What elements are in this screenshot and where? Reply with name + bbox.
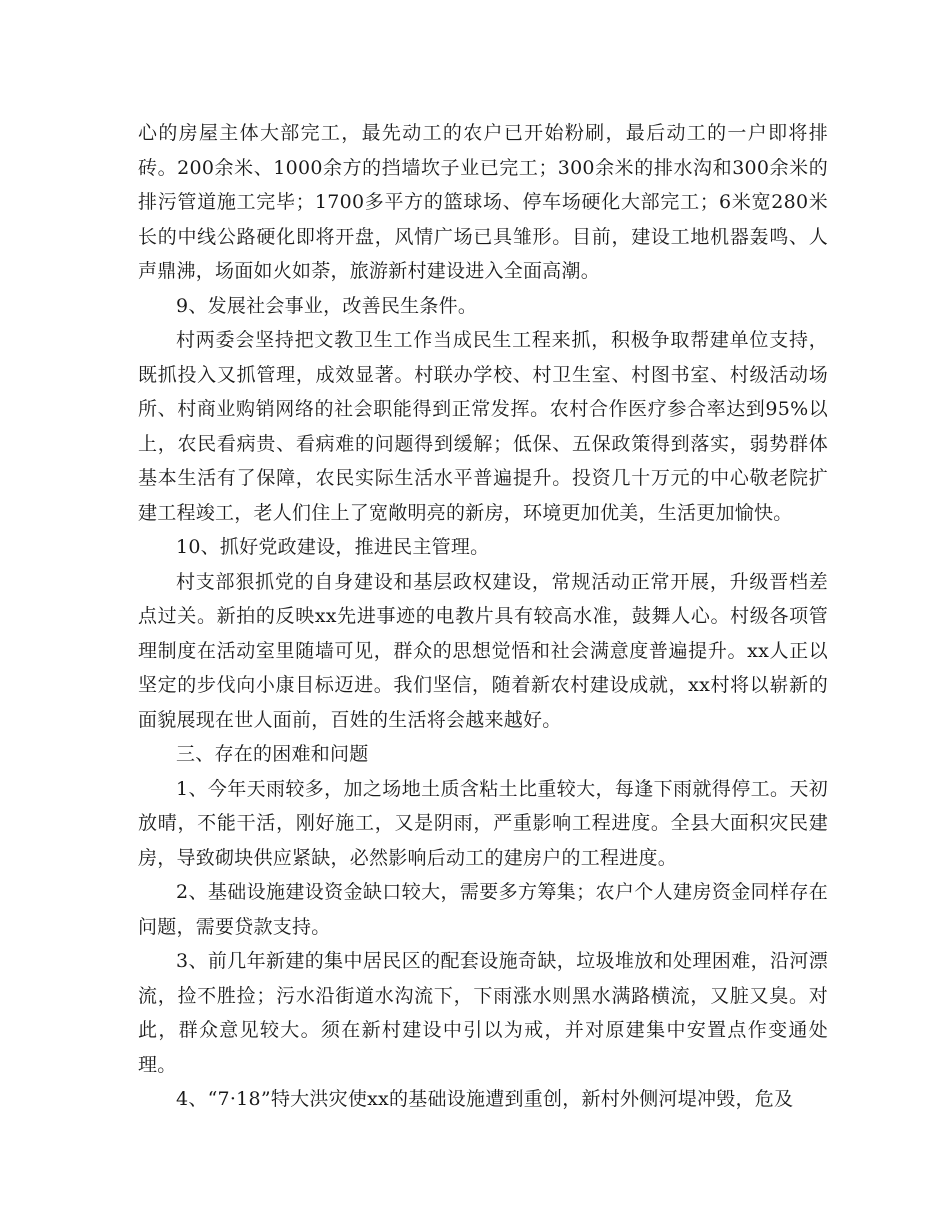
section-heading-9: 9、发展社会事业，改善民生条件。 xyxy=(176,294,478,317)
paragraph-problem-3: 3、前几年新建的集中居民区的配套设施奇缺，垃圾堆放和处理困难，沿河漂流，捡不胜捡；污水沿街道水沟流下，下雨涨水则黑水满路横流，又脏又臭。对此，群众意见较大。须在新村建设中引以为戒，并对原建集中安置点作变通处理。 xyxy=(138,950,828,1076)
paragraph-social-affairs: 村两委会坚持把文教卫生工作当成民生工程来抓，积极争取帮建单位支持，既抓投入又抓管理，成效显著。村联办学校、村卫生室、村图书室、村级活动场所、村商业购销网络的社会职能得到正常发挥。农村合作医疗参合率达到95%以上，农民看病贵、看病难的问题得到缓解；低保、五保政策得到落实，弱势群体基本生活有了保障，农民实际生活水平普遍提升。投资几十万元的中心敬老院扩建工程竣工，老人们住上了宽敞明亮的新房，环境更加优美，生活更加愉快。 xyxy=(138,329,828,524)
document-body xyxy=(138,116,828,1117)
paragraph-party-building: 村支部狠抓党的自身建设和基层政权建设，常规活动正常开展，升级晋档差点过关。新拍的反映xx先进事迹的电教片具有较高水准，鼓舞人心。村级各项管理制度在活动室里随墙可见，群众的思想觉悟和社会满意度普遍提升。xx人正以坚定的步伐向小康目标迈进。我们坚信，随着新农村建设成就，xx村将以崭新的面貌展现在世人面前，百姓的生活将会越来越好。 xyxy=(138,570,828,731)
paragraph-continuation: 心的房屋主体大部完工，最先动工的农户已开始粉刷，最后动工的一户即将排砖。200余米、1000余方的挡墙坎子业已完工；300余米的排水沟和300余米的排污管道施工完毕；1700多平方的篮球场、停车场硬化大部完工；6米宽280米长的中线公路硬化即将开盘，风情广场已具雏形。目前，建设工地机器轰鸣、人声鼎沸，场面如火如荼，旅游新村建设进入全面高潮。 xyxy=(138,122,828,282)
section-heading-problems: 三、存在的困难和问题 xyxy=(176,743,369,765)
section-heading-10: 10、抓好党政建设，推进民主管理。 xyxy=(176,536,490,558)
paragraph-problem-1: 1、今年天雨较多，加之场地土质含粘土比重较大，每逢下雨就得停工。天初放晴，不能干活，刚好施工，又是阴雨，严重影响工程进度。全县大面积灾民建房，导致砌块供应紧缺，必然影响后动工的建房户的工程进度。 xyxy=(138,777,828,869)
paragraph-problem-4: 4、“7·18”特大洪灾使xx的基础设施遭到重创，新村外侧河堤冲毁，危及 xyxy=(176,1088,794,1110)
paragraph-problem-2: 2、基础设施建设资金缺口较大，需要多方筹集；农户个人建房资金同样存在问题，需要贷款支持。 xyxy=(138,881,828,938)
